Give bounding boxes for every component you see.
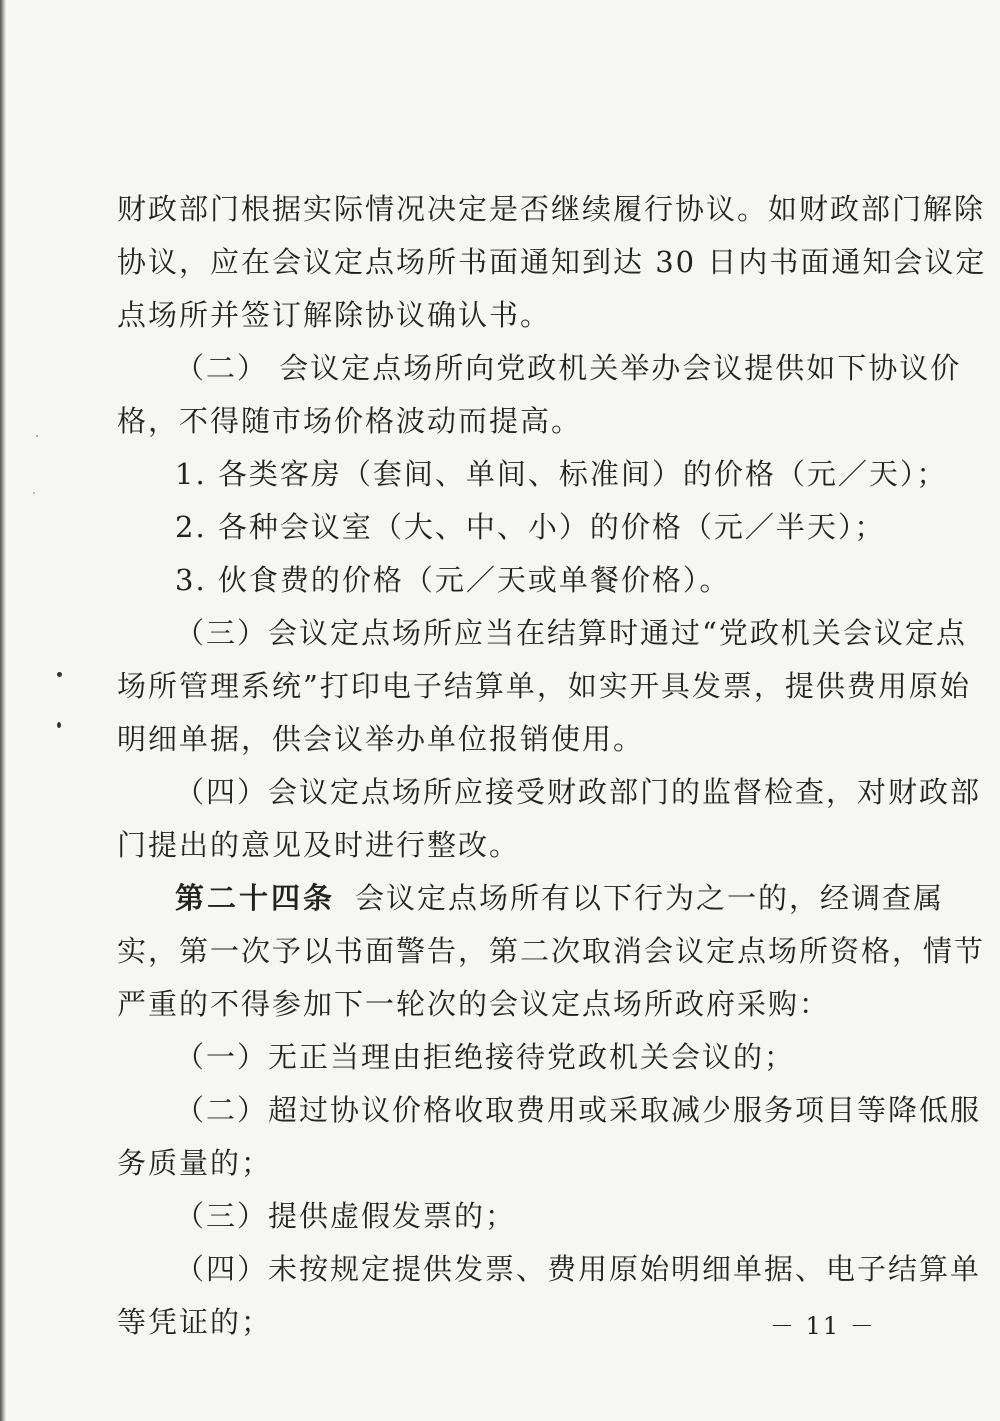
text-line: 严重的不得参加下一轮次的会议定点场所政府采购： [117,987,831,1021]
text-line: 场所管理系统”打印电子结算单，如实开具发票，提供费用原始 [117,669,971,703]
body-text [117,183,987,1349]
clause-item: （三）提供虚假发票的； [175,1199,517,1233]
scan-speck [57,722,61,728]
scan-speck [33,492,35,494]
page-number: － 11 － [770,1312,876,1340]
article-text: 会议定点场所有以下行为之一的，经调查属 [355,881,945,915]
list-item: 1. 各类客房（套间、单间、标准间）的价格（元／天）； [175,457,948,491]
text-line: 务质量的； [117,1146,273,1180]
article-line [117,872,945,925]
text-line: （四）会议定点场所应接受财政部门的监督检查，对财政部 [175,775,982,809]
scan-speck [36,435,38,437]
clause-item: （二）超过协议价格收取费用或采取减少服务项目等降低服 [175,1093,982,1127]
list-item: 3. 伙食费的价格（元／天或单餐价格）。 [175,563,731,597]
text-line: 格，不得随市场价格波动而提高。 [117,404,583,438]
text-line: 实，第一次予以书面警告，第二次取消会议定点场所资格，情节 [117,934,986,968]
article-heading: 第二十四条 [175,881,336,915]
text-line: 等凭证的； [117,1305,273,1339]
list-item: 2. 各种会议室（大、中、小）的价格（元／半天）； [175,510,886,544]
text-line: 财政部门根据实际情况决定是否继续履行协议。如财政部门解除 [117,192,986,226]
text-line: 门提出的意见及时进行整改。 [117,828,521,862]
clause-item: （四）未按规定提供发票、费用原始明细单据、电子结算单 [175,1252,982,1286]
text-line: （三）会议定点场所应当在结算时通过“党政机关会议定点 [175,616,967,650]
scan-left-edge [0,0,6,1421]
text-line: 点场所并签订解除协议确认书。 [117,298,552,332]
text-line: （二） 会议定点场所向党政机关举办会议提供如下协议价 [175,351,962,385]
scan-speck [57,672,62,677]
clause-item: （一）无正当理由拒绝接待党政机关会议的； [175,1040,796,1074]
text-line: 明细单据，供会议举办单位报销使用。 [117,722,645,756]
text-line: 协议，应在会议定点场所书面通知到达 30 日内书面通知会议定 [117,245,987,279]
